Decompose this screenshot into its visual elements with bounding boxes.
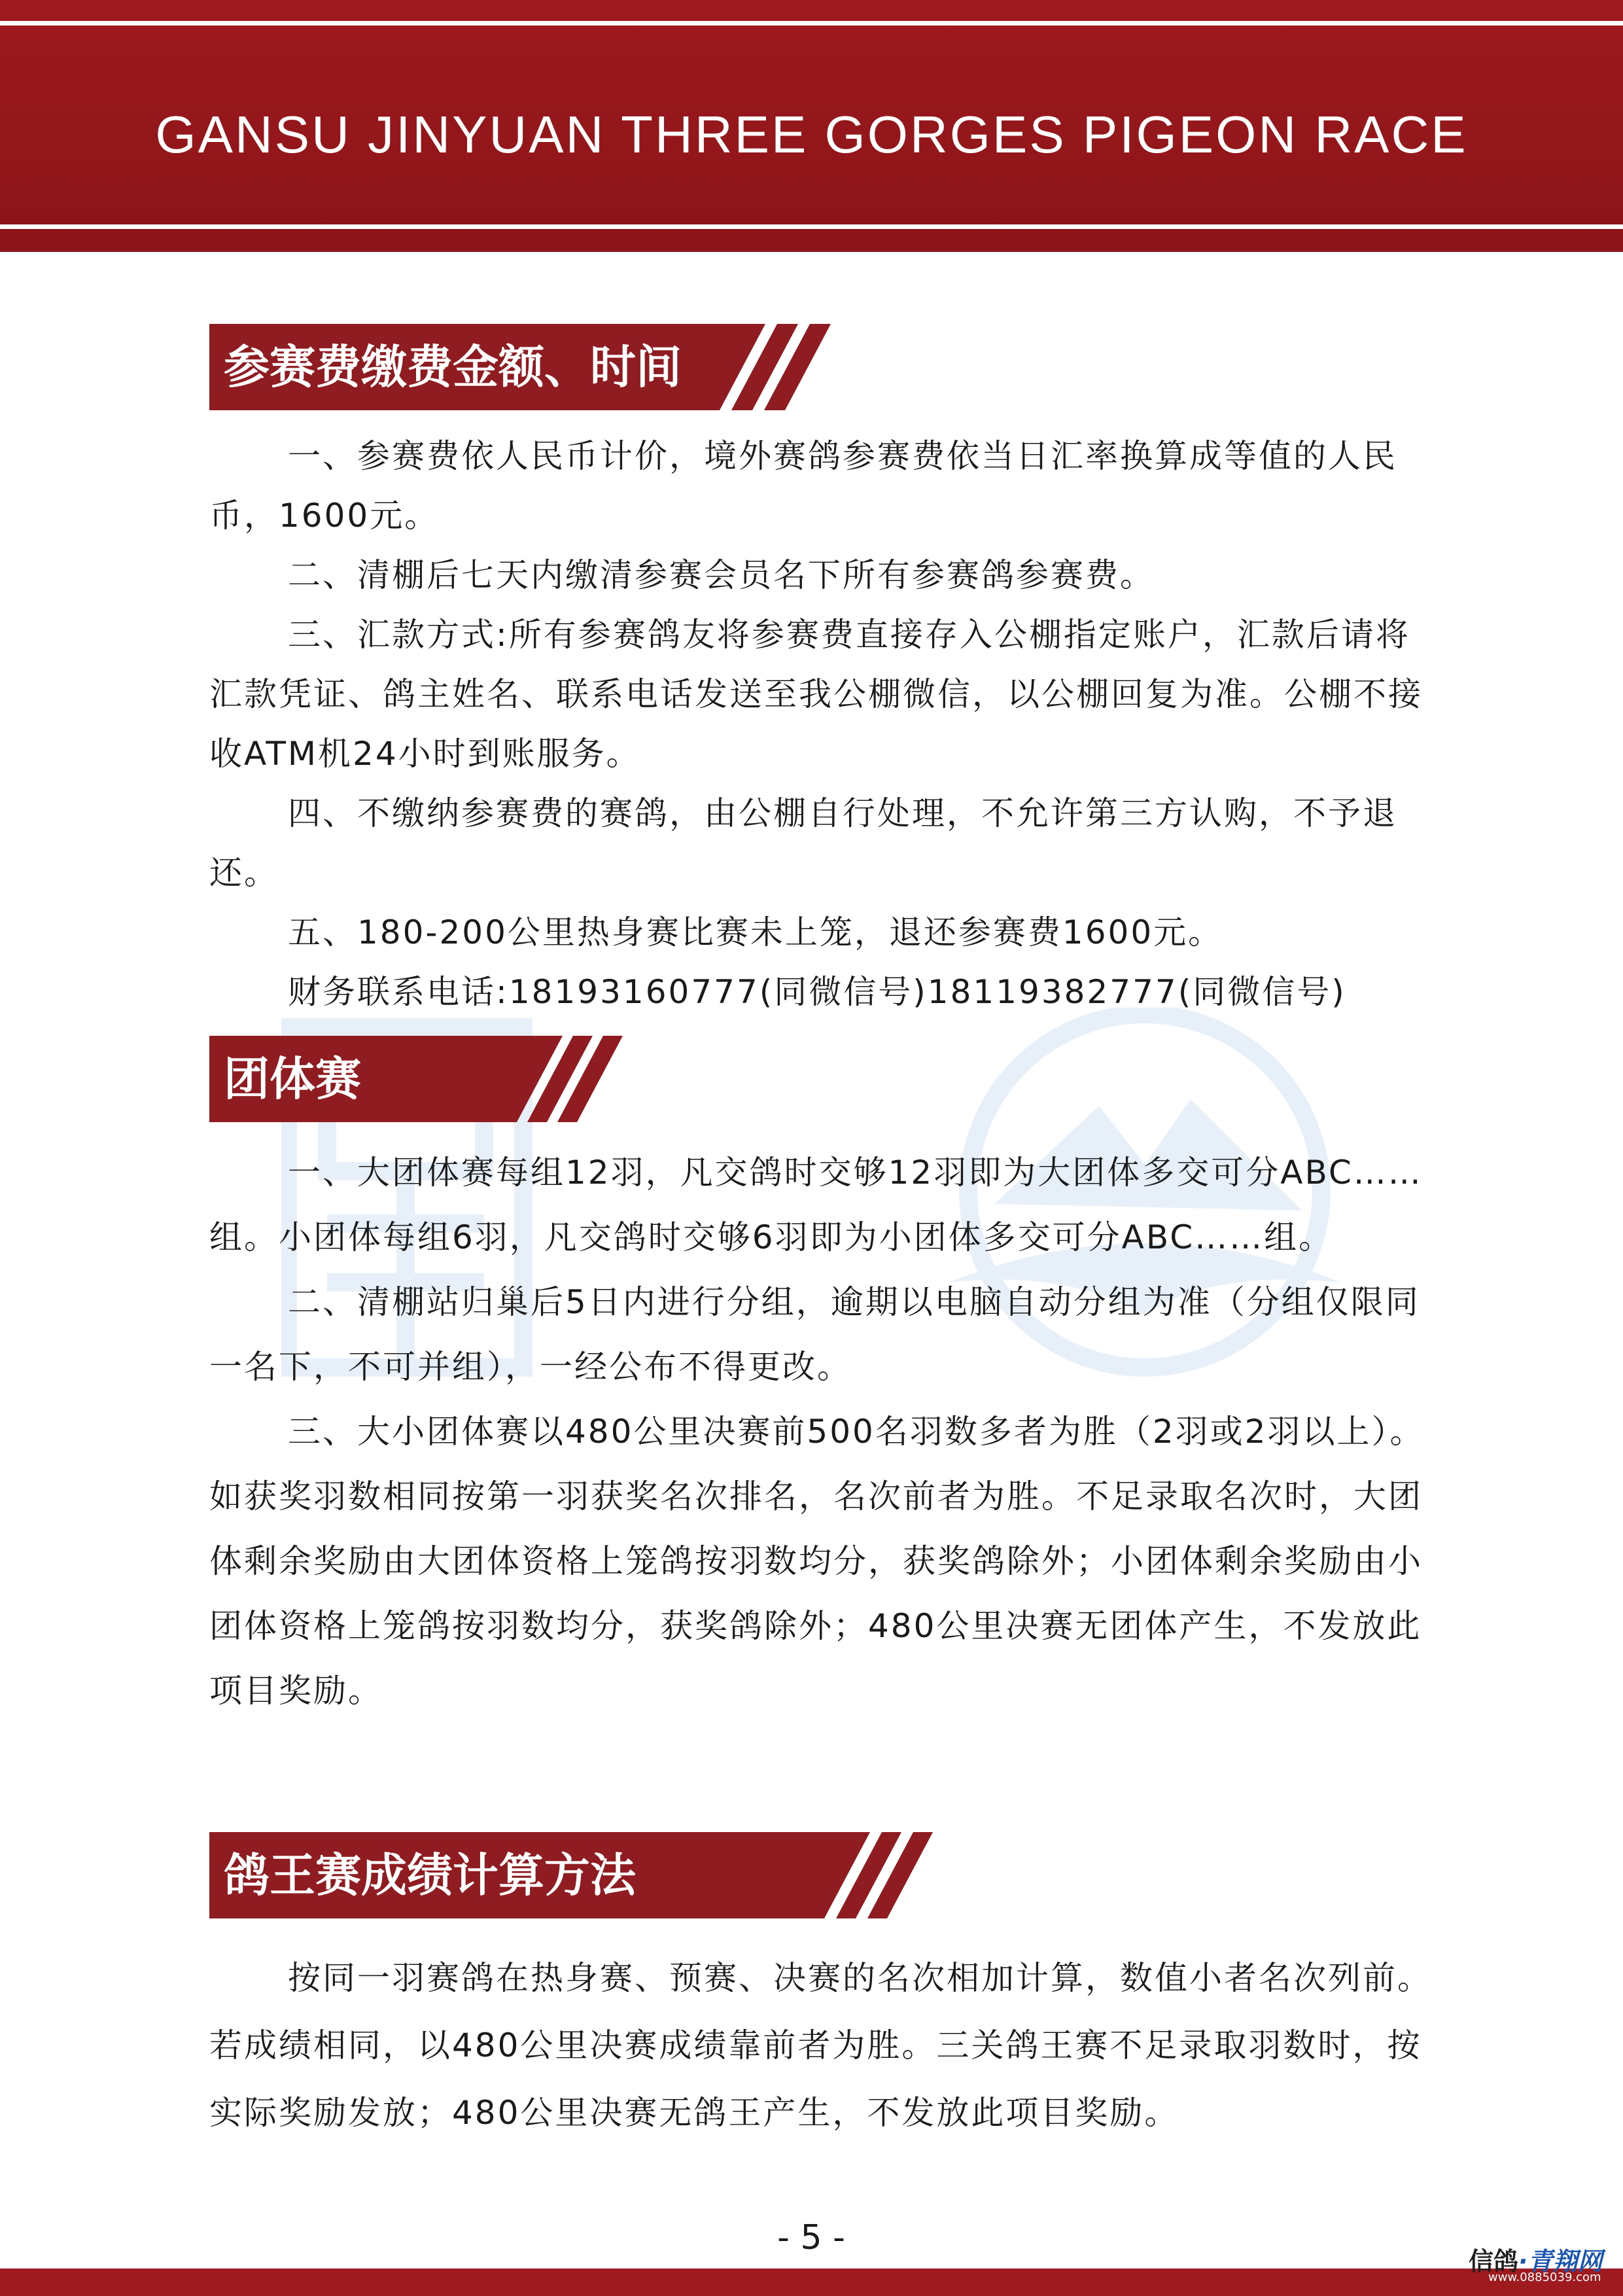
section-heading-text: 鸽王赛成绩计算方法	[224, 1848, 636, 1902]
footer-bar	[0, 2269, 1623, 2296]
paragraph: 三、大小团体赛以480公里决赛前500名羽数多者为胜（2羽或2羽以上）。如获奖羽数相同按第一羽获奖名次排名，名次前者为胜。不足录取名次时，大团体剩余奖励由大团体资格上笼鸽按羽数均分，获奖鸽除外；小团体剩余奖励由小团体资格上笼鸽按羽数均分，获奖鸽除外；480公里决赛无团体产生，不发放此项目奖励。	[209, 1413, 1425, 1710]
site-url: www.0885039.com	[1488, 2270, 1601, 2284]
header-bottom-rule	[0, 224, 1623, 229]
section-heading-text: 参赛费缴费金额、时间	[224, 340, 682, 394]
paragraph: 五、180-200公里热身赛比赛未上笼，退还参赛费1600元。	[288, 913, 1223, 951]
paragraph: 四、不缴纳参赛费的赛鸽，由公棚自行处理，不允许第三方认购，不予退还。	[209, 794, 1397, 892]
paragraph: 二、清棚站归巢后5日内进行分组，逾期以电脑自动分组为准（分组仅限同一名下，不可并组），一经公布不得更改。	[209, 1283, 1420, 1386]
section-heading-fees	[209, 324, 837, 410]
header-banner	[0, 0, 1623, 252]
paragraph: 三、汇款方式:所有参赛鸽友将参赛费直接存入公棚指定账户，汇款后请将汇款凭证、鸽主姓名、联系电话发送至我公棚微信，以公棚回复为准。公棚不接收ATM机24小时到账服务。	[209, 616, 1423, 773]
page-number: - 5 -	[777, 2218, 845, 2257]
header-title: GANSU JINYUAN THREE GORGES PIGEON RACE	[155, 105, 1468, 164]
paragraph: 二、清棚后七天内缴清参赛会员名下所有参赛鸽参赛费。	[288, 556, 1155, 594]
paragraph: 一、参赛费依人民币计价，境外赛鸽参赛费依当日汇率换算成等值的人民币，1600元。	[209, 437, 1397, 535]
header-top-rule	[0, 21, 1623, 26]
section-heading-team	[209, 1036, 628, 1122]
site-logo-brand: ·青翔网	[1518, 2247, 1603, 2276]
section-team-body	[209, 1140, 1433, 1723]
finance-contact: 财务联系电话:18193160777(同微信号)18119382777(同微信号)	[288, 973, 1346, 1011]
section-king-body	[209, 1945, 1433, 2147]
paragraph: 按同一羽赛鸽在热身赛、预赛、决赛的名次相加计算，数值小者名次列前。若成绩相同，以480公里决赛成绩靠前者为胜。三关鸽王赛不足录取羽数时，按实际奖励发放；480公里决赛无鸽王产生，不发放此项目奖励。	[209, 1959, 1432, 2132]
section-heading-text: 团体赛	[224, 1052, 361, 1106]
paragraph: 一、大团体赛每组12羽，凡交鸽时交够12羽即为大团体多交可分ABC……组。小团体每组6羽，凡交鸽时交够6羽即为小团体多交可分ABC……组。	[209, 1154, 1423, 1256]
section-heading-king	[209, 1832, 942, 1918]
site-logo-text: 信鸽	[1469, 2247, 1519, 2276]
section-fees-body	[209, 427, 1433, 1022]
